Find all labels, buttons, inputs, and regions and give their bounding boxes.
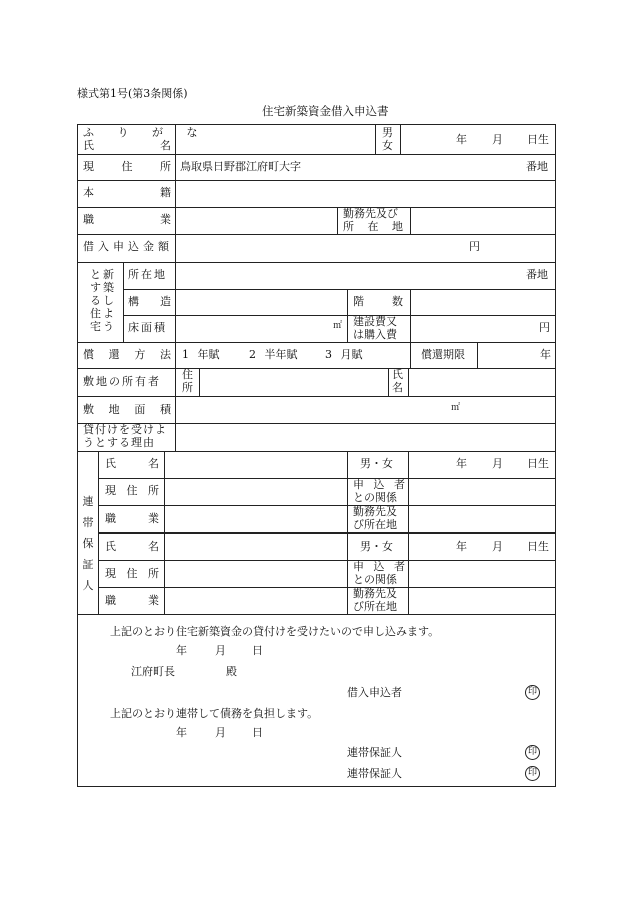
cost-yen: 円 xyxy=(539,321,550,334)
workplace-label-1: 勤務先及び xyxy=(343,207,398,220)
reason-label-1: 貸付けを受けよ xyxy=(83,423,167,436)
guarantor-2-sex[interactable]: 男・女 xyxy=(360,540,393,553)
floor-area-label: 床面積 xyxy=(128,321,167,334)
site-area-sqm: ㎡ xyxy=(451,403,461,413)
statement-guarantee: 上記のとおり連帯して債務を負担します。 xyxy=(110,707,319,720)
guarantor-1-name-label: 氏 名 xyxy=(105,457,159,470)
address-banchi: 番地 xyxy=(526,160,548,173)
house-group-label: 新 築 し よ う と す る 住 宅 xyxy=(90,268,114,333)
sex-female-label: 女 xyxy=(382,139,393,152)
structure-label: 構 造 xyxy=(128,295,171,308)
guarantor-1-relation-1: 申 込 者 xyxy=(353,478,408,491)
birth-day-label: 日生 xyxy=(527,133,549,146)
guarantor-1-sex[interactable]: 男・女 xyxy=(360,457,393,470)
date-year-2: 年 xyxy=(176,726,187,739)
guarantor-2-occupation-label: 職 業 xyxy=(105,594,159,607)
honseki-label: 本 籍 xyxy=(83,186,171,199)
guarantor-2-workplace-2: び所在地 xyxy=(353,600,397,613)
guarantor-1-year: 年 xyxy=(456,457,467,470)
floor-area-sqm: ㎡ xyxy=(333,321,343,331)
repayment-option-1[interactable]: 1 年賦 xyxy=(182,348,220,361)
occupation-label: 職 業 xyxy=(83,213,171,226)
date-day-2: 日 xyxy=(252,726,263,739)
addressee: 江府町長 xyxy=(131,665,175,678)
birth-month-label: 月 xyxy=(492,133,503,146)
loan-amount-label: 借入申込金額 xyxy=(83,240,173,253)
site-owner-name-label-1: 氏 xyxy=(392,368,403,381)
repayment-period-year: 年 xyxy=(540,348,551,361)
guarantor-1-month: 月 xyxy=(492,457,503,470)
guarantor-group-label: 連 帯 保 証 人 xyxy=(82,495,94,592)
house-banchi: 番地 xyxy=(526,268,548,281)
seal-icon-applicant: 印 xyxy=(525,685,540,700)
seal-icon-guarantor-1: 印 xyxy=(525,745,540,760)
applicant-name-field[interactable] xyxy=(181,132,371,150)
sex-male-label: 男 xyxy=(382,126,393,139)
house-location-label: 所在地 xyxy=(128,268,167,281)
date-day-1: 日 xyxy=(252,644,263,657)
guarantor-sign-label-2: 連帯保証人 xyxy=(347,767,402,780)
page-title: 住宅新築資金借入申込書 xyxy=(262,104,389,118)
address-label: 現 住 所 xyxy=(83,160,171,173)
guarantor-2-workplace-1: 勤務先及 xyxy=(353,587,397,600)
date-month-1: 月 xyxy=(215,644,226,657)
name-label-mei: 名 xyxy=(160,139,171,152)
date-month-2: 月 xyxy=(215,726,226,739)
guarantor-sign-label-1: 連帯保証人 xyxy=(347,746,402,759)
guarantor-2-name-label: 氏 名 xyxy=(105,540,159,553)
name-label-shi: 氏 xyxy=(83,139,94,152)
date-year-1: 年 xyxy=(176,644,187,657)
statement-apply: 上記のとおり住宅新築資金の貸付けを受けたいので申し込みます。 xyxy=(110,625,440,638)
form-number: 様式第1号(第3条関係) xyxy=(77,87,188,100)
guarantor-2-address-label: 現 住 所 xyxy=(105,567,159,580)
guarantor-1-address-label: 現 住 所 xyxy=(105,484,159,497)
furigana-label: ふ り が な xyxy=(83,126,208,139)
guarantor-2-month: 月 xyxy=(492,540,503,553)
site-owner-address-label-2: 所 xyxy=(182,381,193,394)
guarantor-2-relation-1: 申 込 者 xyxy=(353,560,408,573)
workplace-label-2: 所 在 地 xyxy=(343,220,408,233)
cost-label-1: 建設費又 xyxy=(353,315,397,328)
floors-label: 階 数 xyxy=(353,295,403,308)
repayment-option-2[interactable]: 2 半年賦 xyxy=(249,348,298,361)
site-owner-label: 敷地の所有者 xyxy=(83,375,161,388)
guarantor-2-year: 年 xyxy=(456,540,467,553)
site-area-label: 敷 地 面 積 xyxy=(83,403,171,416)
repayment-label: 償 還 方 法 xyxy=(83,348,171,361)
address-value[interactable]: 鳥取県日野郡江府町大字 xyxy=(180,160,301,173)
guarantor-1-relation-2: との関係 xyxy=(353,491,397,504)
site-owner-name-label-2: 名 xyxy=(392,381,403,394)
guarantor-1-workplace-2: び所在地 xyxy=(353,518,397,531)
loan-amount-yen: 円 xyxy=(469,240,480,253)
honorific: 殿 xyxy=(226,665,237,678)
repayment-option-3[interactable]: 3 月賦 xyxy=(325,348,363,361)
repayment-period-label: 償還期限 xyxy=(421,348,465,361)
birth-year-label: 年 xyxy=(456,133,467,146)
guarantor-1-workplace-1: 勤務先及 xyxy=(353,505,397,518)
seal-icon-guarantor-2: 印 xyxy=(525,766,540,781)
guarantor-2-birthday: 日生 xyxy=(527,540,549,553)
guarantor-2-relation-2: との関係 xyxy=(353,573,397,586)
applicant-sign-label: 借入申込者 xyxy=(347,686,402,699)
cost-label-2: は購入費 xyxy=(353,328,397,341)
reason-label-2: うとする理由 xyxy=(83,436,155,449)
guarantor-1-occupation-label: 職 業 xyxy=(105,512,159,525)
site-owner-address-label-1: 住 xyxy=(182,368,193,381)
guarantor-1-birthday: 日生 xyxy=(527,457,549,470)
